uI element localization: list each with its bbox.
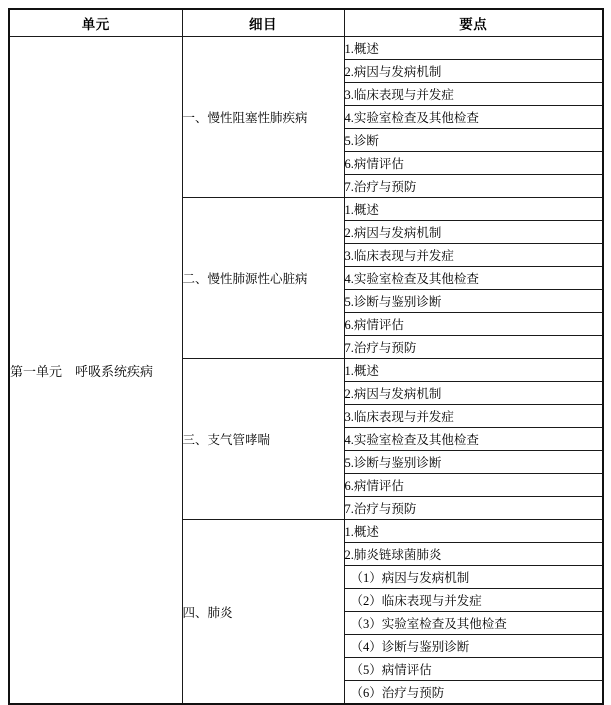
detail-cell: 四、肺炎 [182, 520, 344, 705]
point-cell: 7.治疗与预防 [344, 336, 603, 359]
point-cell: 5.诊断与鉴别诊断 [344, 290, 603, 313]
point-cell: 4.实验室检查及其他检查 [344, 267, 603, 290]
point-cell: 6.病情评估 [344, 474, 603, 497]
column-header-detail: 细目 [182, 9, 344, 37]
point-cell: （4）诊断与鉴别诊断 [344, 635, 603, 658]
point-cell: 5.诊断 [344, 129, 603, 152]
table-header [9, 9, 603, 37]
column-header-point: 要点 [344, 9, 603, 37]
point-cell: 6.病情评估 [344, 313, 603, 336]
point-cell: 4.实验室检查及其他检查 [344, 106, 603, 129]
table-body [9, 37, 603, 705]
syllabus-table [8, 8, 604, 705]
detail-cell: 一、慢性阻塞性肺疾病 [182, 37, 344, 198]
point-cell: 3.临床表现与并发症 [344, 405, 603, 428]
point-cell: （1）病因与发病机制 [344, 566, 603, 589]
point-cell: 2.病因与发病机制 [344, 382, 603, 405]
point-cell: 5.诊断与鉴别诊断 [344, 451, 603, 474]
point-cell: 2.肺炎链球菌肺炎 [344, 543, 603, 566]
point-cell: 7.治疗与预防 [344, 175, 603, 198]
point-cell: 2.病因与发病机制 [344, 221, 603, 244]
point-cell: 3.临床表现与并发症 [344, 83, 603, 106]
point-cell: 1.概述 [344, 198, 603, 221]
point-cell: （2）临床表现与并发症 [344, 589, 603, 612]
point-cell: （3）实验室检查及其他检查 [344, 612, 603, 635]
point-cell: （6）治疗与预防 [344, 681, 603, 705]
point-cell: 1.概述 [344, 520, 603, 543]
point-cell: 2.病因与发病机制 [344, 60, 603, 83]
detail-cell: 三、支气管哮喘 [182, 359, 344, 520]
detail-cell: 二、慢性肺源性心脏病 [182, 198, 344, 359]
point-cell: 3.临床表现与并发症 [344, 244, 603, 267]
point-cell: 4.实验室检查及其他检查 [344, 428, 603, 451]
point-cell: 7.治疗与预防 [344, 497, 603, 520]
point-cell: 1.概述 [344, 37, 603, 60]
point-cell: （5）病情评估 [344, 658, 603, 681]
point-cell: 1.概述 [344, 359, 603, 382]
table-row [9, 37, 603, 60]
column-header-unit: 单元 [9, 9, 182, 37]
point-cell: 6.病情评估 [344, 152, 603, 175]
header-row [9, 9, 603, 37]
unit-cell: 第一单元 呼吸系统疾病 [9, 37, 182, 705]
